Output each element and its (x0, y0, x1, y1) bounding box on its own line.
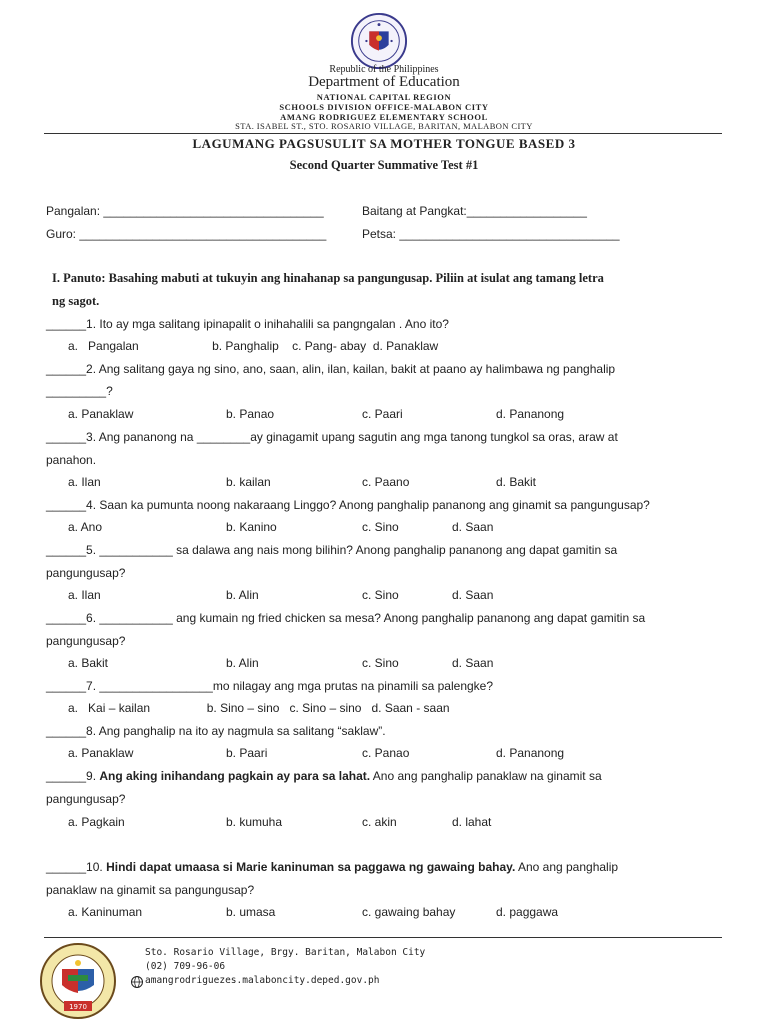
date-field[interactable]: Petsa: _________________________________ (362, 227, 620, 241)
deped-seal-icon (350, 12, 408, 70)
choice-4b: b. Kanino (226, 520, 277, 534)
question-9-number: ______9. (46, 769, 100, 783)
grade-section-field[interactable]: Baitang at Pangkat:__________________ (362, 204, 587, 218)
footer-address: Sto. Rosario Village, Brgy. Baritan, Malabon City (145, 947, 426, 958)
choice-3c: c. Paano (362, 475, 410, 489)
name-field[interactable]: Pangalan: _________________________________ (46, 204, 324, 218)
question-1: ______1. Ito ay mga salitang ipinapalit o inihahalili sa pangngalan . Ano ito? (46, 317, 449, 331)
choice-9b: b. kumuha (226, 815, 283, 829)
question-7: ______7. _________________mo nilagay ang mga prutas na pinamili sa palengke? (46, 679, 494, 693)
choice-10c: c. gawaing bahay (362, 905, 456, 919)
choice-2d: d. Pananong (496, 407, 565, 421)
choice-2a: a. Panaklaw (68, 407, 134, 421)
choice-6c: c. Sino (362, 656, 399, 670)
teacher-field[interactable]: Guro: _____________________________________ (46, 227, 327, 241)
question-9 (46, 769, 602, 783)
question-6: ______6. ___________ ang kumain ng fried chicken sa mesa? Anong panghalip pananong ang dapat gamitin sa (46, 611, 646, 625)
test-title: LAGUMANG PAGSUSULIT SA MOTHER TONGUE BASED 3 (192, 136, 576, 151)
question-10-number: ______10. (46, 860, 107, 874)
choice-8d: d. Pananong (496, 746, 565, 760)
question-10 (46, 860, 618, 874)
division-line: SCHOOLS DIVISION OFFICE-MALABON CITY (279, 102, 489, 112)
question-9-prompt: Ano ang panghalip panaklaw na ginamit sa (370, 769, 602, 783)
choice-8c: c. Panao (362, 746, 410, 760)
choice-10a: a. Kaninuman (68, 905, 143, 919)
choice-9c: c. akin (362, 815, 397, 829)
question-4: ______4. Saan ka pumunta noong nakaraang Linggo? Anong panghalip pananong ang ginamit sa pangungusap? (46, 498, 650, 512)
question-5-cont: pangungusap? (46, 566, 126, 580)
department-name: Department of Education (308, 74, 460, 90)
choice-2c: c. Paari (362, 407, 403, 421)
question-8: ______8. Ang panghalip na ito ay nagmula sa salitang “saklaw”. (46, 724, 386, 738)
choice-10d: d. paggawa (496, 905, 559, 919)
web-icon (130, 975, 144, 989)
choice-4c: c. Sino (362, 520, 399, 534)
choice-6d: d. Saan (452, 656, 494, 670)
question-5: ______5. ___________ sa dalawa ang nais mong bilihin? Anong panghalip pananong ang dapat gamitin sa (46, 543, 618, 557)
region-line: NATIONAL CAPITAL REGION (316, 92, 452, 102)
question-6-cont: pangungusap? (46, 634, 126, 648)
question-2: ______2. Ang salitang gaya ng sino, ano, saan, alin, ilan, kailan, bakit at paano ay halimbawa ng panghalip (46, 362, 616, 376)
logo-year: 1970 (69, 1003, 87, 1011)
choice-5c: c. Sino (362, 588, 399, 602)
test-subtitle: Second Quarter Summative Test #1 (289, 158, 479, 172)
school-address: STA. ISABEL ST., STO. ROSARIO VILLAGE, BARITAN, MALABON CITY (235, 121, 533, 131)
choice-4d: d. Saan (452, 520, 494, 534)
choice-2b: b. Panao (226, 407, 275, 421)
question-10-sentence: Hindi dapat umaasa si Marie kaninuman sa paggawa ng gawaing bahay. (106, 860, 516, 874)
question-9-sentence: Ang aking inihandang pagkain ay para sa lahat. (99, 769, 371, 783)
choice-5d: d. Saan (452, 588, 494, 602)
footer-divider (44, 937, 722, 938)
question-1-choices: a. Pangalan b. Panghalip c. Pang- abay d. Panaklaw (68, 339, 439, 353)
question-3-cont: panahon. (46, 453, 97, 467)
footer-website[interactable]: amangrodriguezes.malaboncity.deped.gov.ph (145, 975, 380, 986)
choice-9d: d. lahat (452, 815, 492, 829)
choice-3d: d. Bakit (496, 475, 537, 489)
question-7-choices: a. Kai – kailan b. Sino – sino c. Sino – sino d. Saan - saan (68, 701, 450, 715)
choice-10b: b. umasa (226, 905, 276, 919)
choice-8a: a. Panaklaw (68, 746, 134, 760)
choice-5b: b. Alin (226, 588, 259, 602)
question-9-cont: pangungusap? (46, 792, 126, 806)
choice-3a: a. Ilan (68, 475, 101, 489)
choice-5a: a. Ilan (68, 588, 101, 602)
question-10-prompt: Ano ang panghalip (515, 860, 619, 874)
choice-9a: a. Pagkain (68, 815, 125, 829)
choice-3b: b. kailan (226, 475, 271, 489)
choice-8b: b. Paari (226, 746, 268, 760)
question-2-cont: _________? (46, 384, 113, 398)
choice-6a: a. Bakit (68, 656, 109, 670)
header-divider (44, 133, 722, 134)
school-logo-icon (38, 941, 118, 1021)
instructions-line-1: I. Panuto: Basahing mabuti at tukuyin ang hinahanap sa pangungusap. Piliin at isulat ang tamang letra (52, 271, 604, 285)
choice-6b: b. Alin (226, 656, 259, 670)
choice-4a: a. Ano (68, 520, 103, 534)
instructions-line-2: ng sagot. (52, 294, 100, 308)
footer-phone: (02) 709-96-06 (145, 961, 226, 972)
question-10-cont: panaklaw na ginamit sa pangungusap? (46, 883, 255, 897)
question-3: ______3. Ang pananong na ________ay ginagamit upang sagutin ang mga tanong tungkol sa oras, araw at (46, 430, 618, 444)
republic-line: Republic of the Philippines (329, 64, 439, 75)
school-name: AMANG RODRIGUEZ ELEMENTARY SCHOOL (280, 112, 488, 122)
